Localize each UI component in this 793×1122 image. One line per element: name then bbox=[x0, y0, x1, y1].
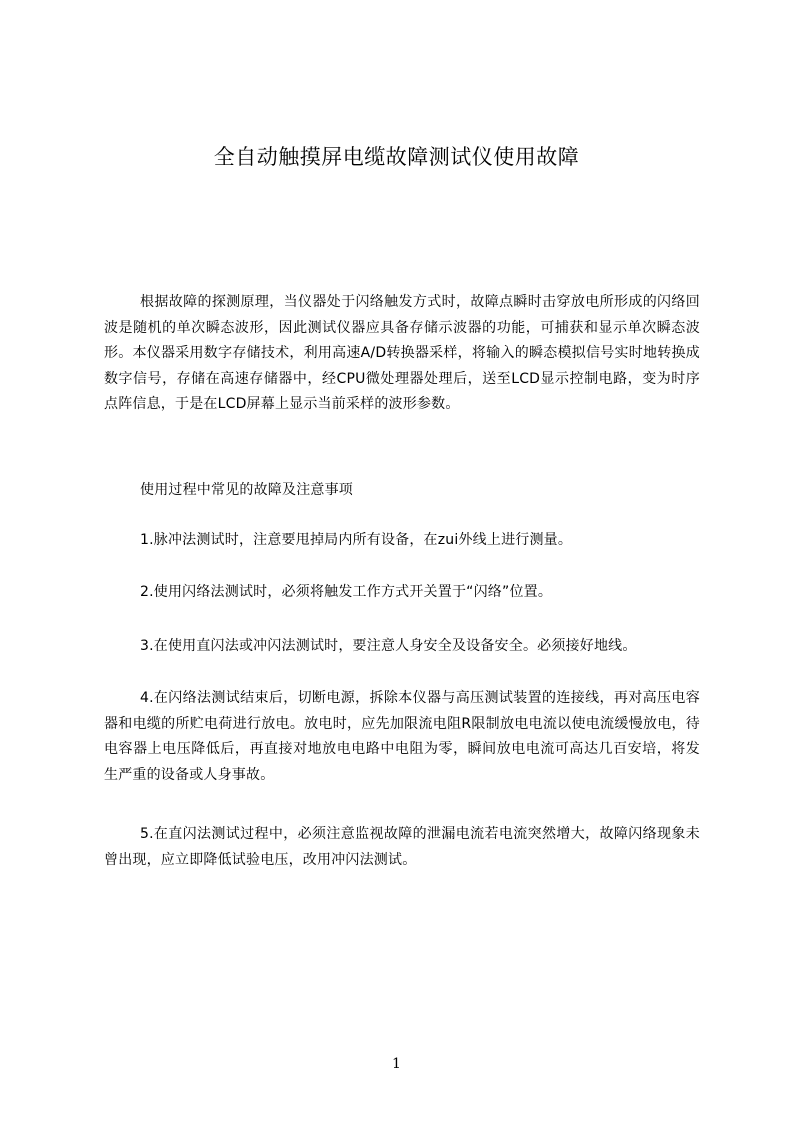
note-item-1: 1.脉冲法测试时，注意要甩掉局内所有设备，在zui外线上进行测量。 bbox=[140, 532, 573, 548]
page-number: 1 bbox=[392, 1056, 401, 1072]
note-item-2: 2.使用闪络法测试时，必须将触发工作方式开关置于“闪络”位置。 bbox=[140, 584, 553, 600]
document-title: 全自动触摸屏电缆故障测试仪使用故障 bbox=[213, 145, 580, 169]
note-item-5: 5.在直闪法测试过程中，必须注意监视故障的泄漏电流若电流突然增大，故障闪络现象未曾出现，应立即降低试验电压，改用冲闪法测试。 bbox=[104, 826, 700, 868]
note-item-4: 4.在闪络法测试结束后，切断电源，拆除本仪器与高压测试装置的连接线，再对高压电容器和电缆的所贮电荷进行放电。放电时，应先加限流电阻R限制放电电流以使电流缓慢放电，待电容器上电压降低后，再直接对地放电电路中电阻为零，瞬间放电电流可高达几百安培，将发生严重的设备或人身事故。 bbox=[104, 690, 700, 783]
paragraph-principle: 根据故障的探测原理，当仪器处于闪络触发方式时，故障点瞬时击穿放电所形成的闪络回波是随机的单次瞬态波形，因此测试仪器应具备存储示波器的功能，可捕获和显示单次瞬态波形。本仪器采用数字存储技术，利用高速A/D转换器采样，将输入的瞬态模拟信号实时地转换成数字信号，存储在高速存储器中，经CPU微处理器处理后，送至LCD显示控制电路，变为时序点阵信息，于是在LCD屏幕上显示当前采样的波形参数。 bbox=[104, 294, 700, 413]
section-heading: 使用过程中常见的故障及注意事项 bbox=[140, 482, 353, 498]
note-item-3: 3.在使用直闪法或冲闪法测试时，要注意人身安全及设备安全。必须接好地线。 bbox=[140, 638, 637, 654]
